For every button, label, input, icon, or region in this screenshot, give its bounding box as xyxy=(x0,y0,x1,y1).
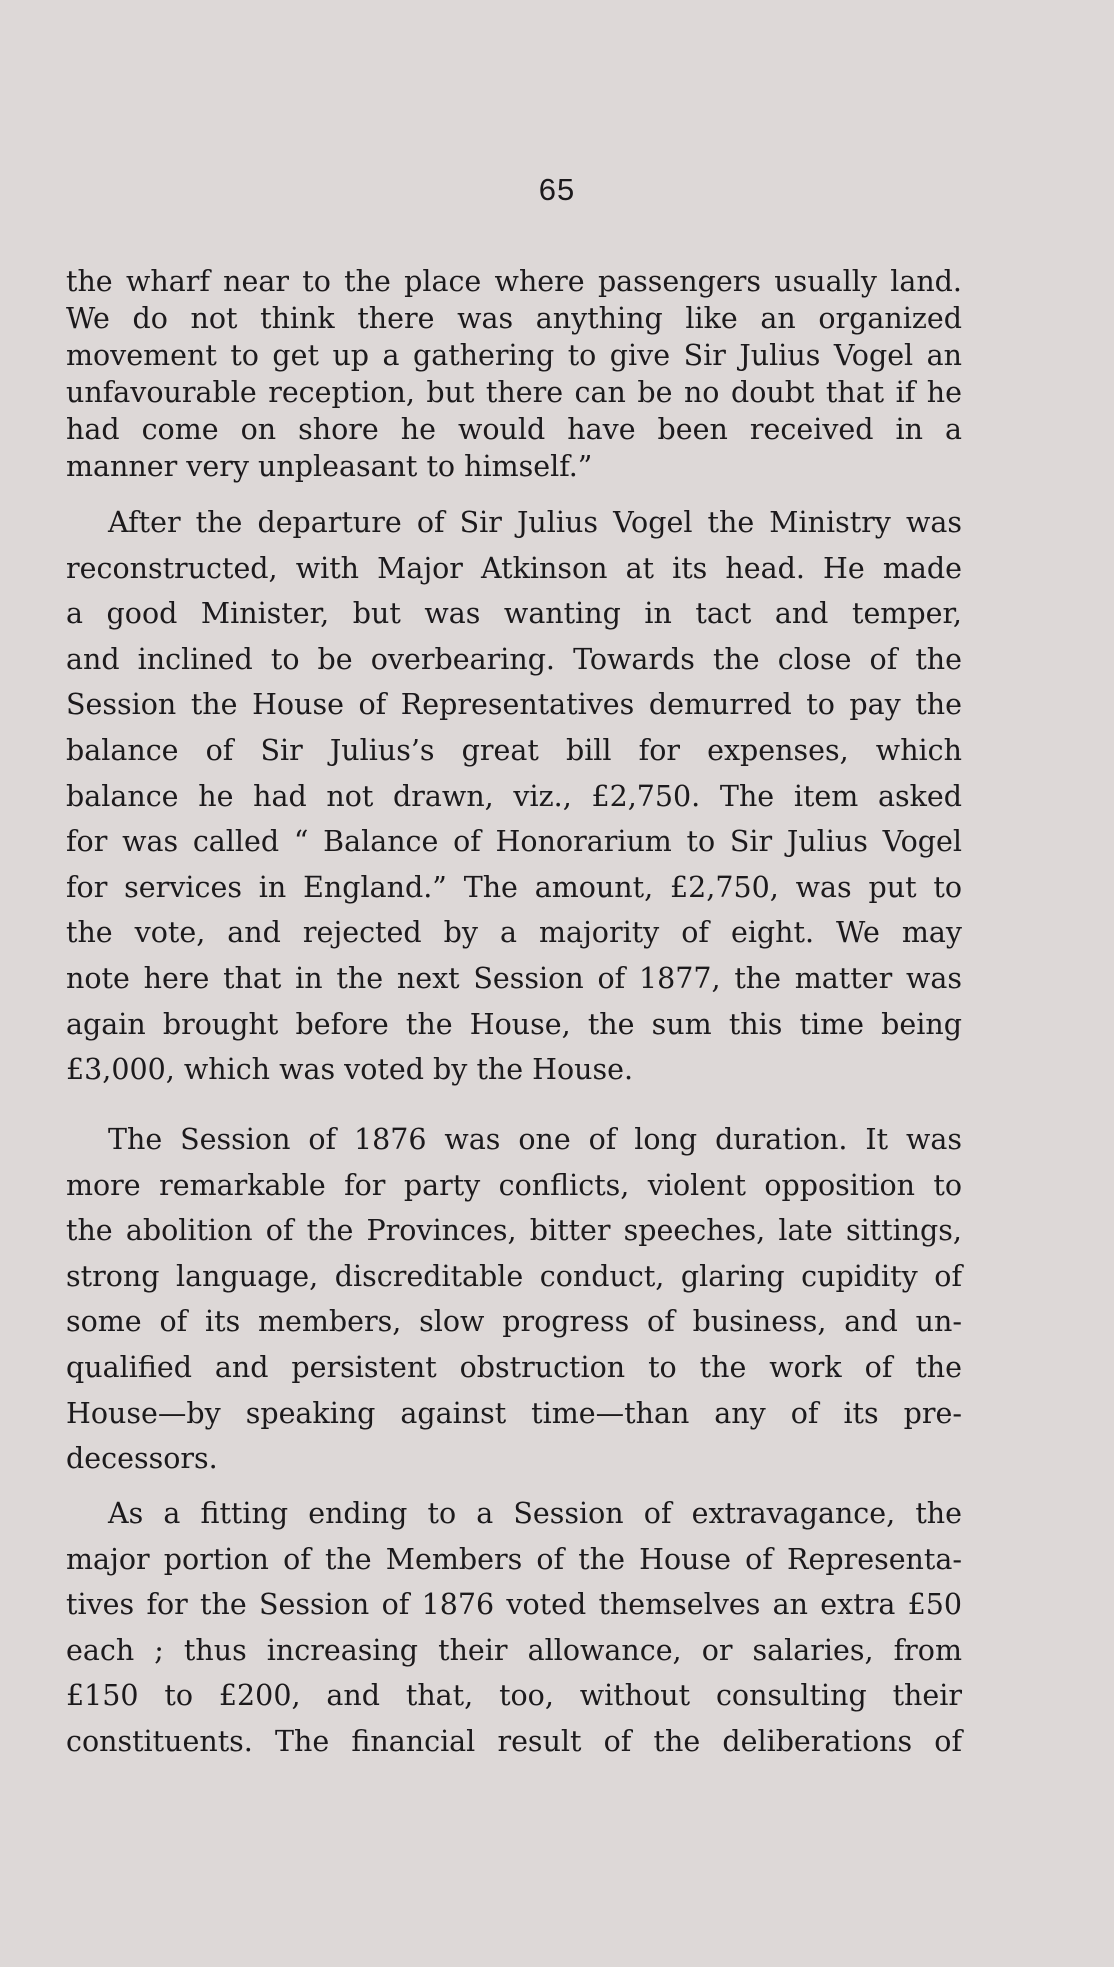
text-line: the vote, and rejected by a majority of eight. We may xyxy=(66,916,962,950)
text-line: had come on shore he would have been received in a xyxy=(66,413,962,446)
text-line: movement to get up a gathering to give Sir Julius Vogel an xyxy=(66,339,962,372)
text-line: each ; thus increasing their allowance, or salaries, from xyxy=(66,1633,962,1667)
text-line: the wharf near to the place where passengers usually land. xyxy=(66,265,962,298)
text-line: House—by speaking against time—than any of its pre- xyxy=(66,1396,962,1430)
text-line: some of its members, slow progress of business, and un- xyxy=(66,1305,962,1339)
text-line: balance of Sir Julius’s great bill for expenses, which xyxy=(66,733,962,767)
text-line: more remarkable for party conflicts, violent opposition to xyxy=(66,1168,962,1202)
text-line: strong language, discreditable conduct, glaring cupidity of xyxy=(66,1259,962,1293)
text-line: Session the House of Representatives demurred to pay the xyxy=(66,688,962,722)
page-number: 65 xyxy=(538,172,576,207)
text-line: for services in England.” The amount, £2,750, was put to xyxy=(66,870,962,904)
text-line: major portion of the Members of the House of Representa- xyxy=(66,1542,962,1576)
text-line: We do not think there was anything like an organized xyxy=(66,302,962,335)
text-line: decessors. xyxy=(66,1442,218,1476)
text-line: a good Minister, but was wanting in tact and temper, xyxy=(66,597,962,631)
text-line: manner very unpleasant to himself.” xyxy=(66,450,593,483)
text-line: £150 to £200, and that, too, without consulting their xyxy=(66,1679,962,1713)
text-line: tives for the Session of 1876 voted themselves an extra £50 xyxy=(66,1588,962,1622)
text-line: After the departure of Sir Julius Vogel the Ministry was xyxy=(108,506,962,539)
text-line: the abolition of the Provinces, bitter speeches, late sittings, xyxy=(66,1214,962,1248)
text-line: balance he had not drawn, viz., £2,750. The item asked xyxy=(66,779,962,813)
text-line: As a fitting ending to a Session of extravagance, the xyxy=(108,1497,962,1530)
paragraph-session-1876 xyxy=(66,1117,962,1482)
quote-paragraph xyxy=(66,263,962,485)
text-line: for was called “ Balance of Honorarium to Sir Julius Vogel xyxy=(66,825,962,859)
text-line: qualified and persistent obstruction to the work of the xyxy=(66,1350,962,1384)
paragraph-extravagance xyxy=(66,1491,962,1765)
paragraph-ministry xyxy=(66,500,962,1093)
text-line: again brought before the House, the sum this time being xyxy=(66,1007,962,1041)
text-line: note here that in the next Session of 1877, the matter was xyxy=(66,961,962,995)
text-line: unfavourable reception, but there can be no doubt that if he xyxy=(66,376,962,409)
text-line: and inclined to be overbearing. Towards the close of the xyxy=(66,642,962,676)
text-line: The Session of 1876 was one of long duration. It was xyxy=(108,1123,962,1156)
text-line: £3,000, which was voted by the House. xyxy=(66,1053,634,1087)
text-line: constituents. The financial result of the deliberations of xyxy=(66,1724,962,1758)
text-line: reconstructed, with Major Atkinson at its head. He made xyxy=(66,551,962,585)
